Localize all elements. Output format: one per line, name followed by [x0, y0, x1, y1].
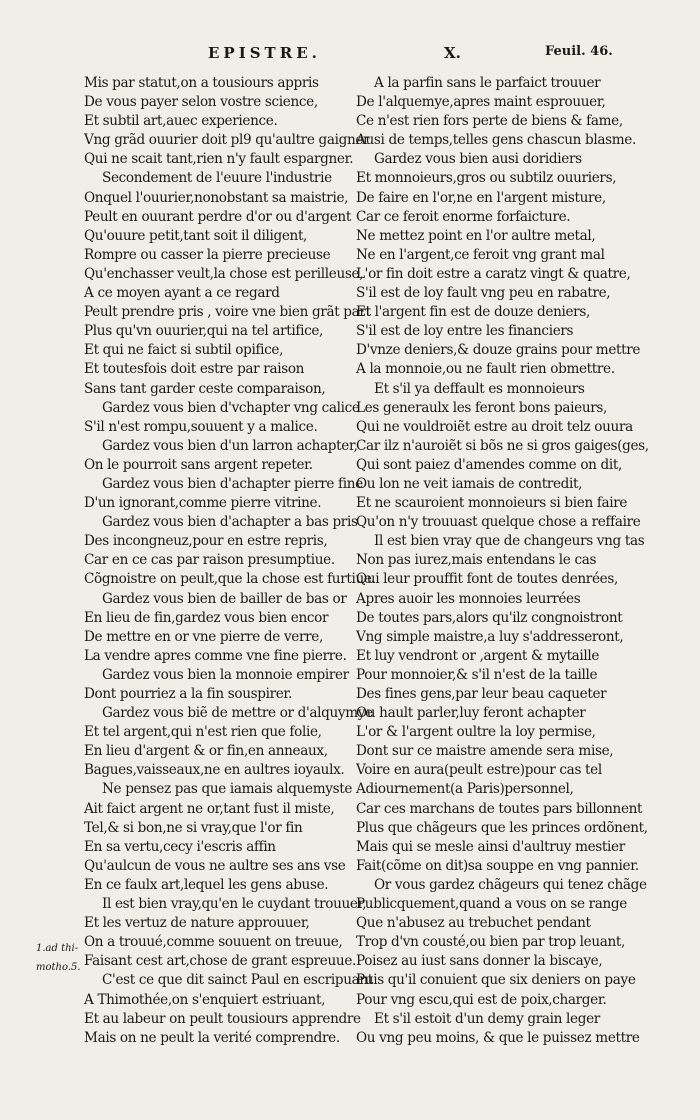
verse-line: Faisant cest art,chose de grant espreuue. [84, 953, 356, 970]
verse-line: Qu'enchasser veult,la chose est perilleuse, [84, 265, 364, 282]
verse-line: Trop d'vn cousté,ou bien par trop leuant, [356, 934, 625, 951]
verse-line: Gardez vous bien d'un larron achapter, [102, 437, 358, 454]
verse-line: Et les vertuz de nature approuuer, [84, 915, 310, 932]
verse-line: Dont pourriez a la fin souspirer. [84, 686, 293, 702]
verse-line: A la parfin sans le parfaict trouuer [374, 75, 601, 91]
verse-line: Plus qu'vn ouurier,qui na tel artifice, [84, 323, 324, 340]
verse-line: Pour vng escu,qui est de poix,charger. [356, 991, 607, 1008]
verse-line: En ce faulx art,lequel les gens abuse. [84, 876, 329, 893]
verse-line: De l'alquemye,apres maint esprouuer, [356, 94, 606, 111]
verse-line: Ne en l'argent,ce feroit vng grant mal [356, 246, 605, 263]
verse-line: Et toutesfois doit estre par raison [84, 361, 305, 378]
verse-line: Voire en aura(peult estre)pour cas tel [356, 762, 602, 779]
verse-line: Et qui ne faict si subtil opifice, [84, 342, 284, 359]
verse-line: Ausi de temps,telles gens chascun blasme. [356, 132, 636, 149]
margin-notes [36, 939, 81, 977]
verse-line: Qui sont paiez d'amendes comme on dit, [356, 456, 622, 473]
verse-line: Apres auoir les monnoies leurrées [356, 590, 581, 607]
verse-line: Adiournement(a Paris)personnel, [356, 781, 574, 798]
verse-line: Sans tant garder ceste comparaison, [84, 380, 326, 397]
verse-line: Vng grãd ouurier doit pl9 qu'aultre gaigner [84, 132, 370, 149]
verse-line: D'vnze deniers,& douze grains pour mettre [356, 342, 641, 359]
verse-line: Et l'argent fin est de douze deniers, [356, 304, 590, 321]
verse-line: Or vous gardez chãgeurs qui tenez chãge [374, 876, 647, 893]
verse-line: En lieu d'argent & or fin,en anneaux, [84, 743, 328, 760]
verse-line: Gardez vous bien d'achapter pierre fine [102, 475, 363, 492]
verse-line: En lieu de fin,gardez vous bien encor [84, 609, 329, 626]
verse-line: Peult prendre pris , voire vne bien grãt part [84, 304, 371, 321]
verse-line: De mettre en or vne pierre de verre, [84, 628, 323, 645]
verse-line: La vendre apres comme vne fine pierre. [84, 647, 347, 664]
verse-line: L'or fin doit estre a caratz vingt & quatre, [356, 265, 631, 282]
verse-line: C'est ce que dit sainct Paul en escripuant [102, 972, 373, 989]
verse-line: Ou hault parler,luy feront achapter [356, 705, 586, 722]
verse-line: Et tel argent,qui n'est rien que folie, [84, 724, 322, 741]
verse-line: Des incongneuz,pour en estre repris, [84, 533, 328, 550]
verse-line: A la monnoie,ou ne fault rien obmettre. [356, 361, 615, 378]
verse-line: Car ce feroit enorme forfaicture. [356, 208, 571, 225]
verse-line: Non pas iurez,mais entendans le cas [356, 552, 597, 569]
verse-line: Peult en ouurant perdre d'or ou d'argent [84, 208, 351, 225]
verse-line: S'il est de loy fault vng peu en rabatre, [356, 285, 611, 302]
verse-line: Tel,& si bon,ne si vray,que l'or fin [84, 819, 303, 836]
verse-line: Ce n'est rien fors perte de biens & fame, [356, 113, 623, 130]
verse-line: Les generaulx les feront bons paieurs, [356, 399, 607, 416]
verse-line: Et s'il ya deffault es monnoieurs [374, 380, 585, 397]
margin-note: motho.5. [36, 962, 81, 974]
verse-line: Et s'il estoit d'un demy grain leger [374, 1010, 600, 1027]
header-chapter: X. [444, 44, 461, 62]
verse-line: Il est bien vray,qu'en le cuydant trouuer, [102, 896, 367, 913]
verse-line: Onquel l'ouurier,nonobstant sa maistrie, [84, 189, 349, 206]
verse-line: Qu'on n'y trouuast quelque chose a reffaire [356, 514, 641, 531]
verse-line: Fait(cõme on dit)sa souppe en vng pannier. [356, 857, 639, 874]
verse-line: Ou vng peu moins, & que le puissez mettre [356, 1029, 640, 1046]
left-text-column [84, 74, 376, 1048]
verse-line: Rompre ou casser la pierre precieuse [84, 246, 331, 263]
margin-note: 1.ad thi- [36, 943, 79, 954]
verse-line: En sa vertu,cecy i'escris affin [84, 838, 276, 855]
verse-line: Mis par statut,on a tousiours appris [84, 75, 319, 91]
header-folio: Feuil. 46. [545, 44, 613, 59]
right-text-column [356, 74, 649, 1048]
verse-line: Gardez vous biẽ de mettre or d'alquymye [102, 705, 373, 722]
verse-line: Mais on ne peult la verité comprendre. [84, 1029, 340, 1046]
verse-line: Qu'aulcun de vous ne aultre ses ans vse [84, 857, 346, 874]
verse-line: On le pourroit sans argent repeter. [84, 456, 313, 473]
verse-line: Il est bien vray que de changeurs vng tas [374, 533, 645, 550]
verse-line: Cõgnoistre on peult,que la chose est furtiue. [84, 571, 376, 588]
verse-line: Ait faict argent ne or,tant fust il miste, [84, 800, 335, 817]
running-header [0, 44, 700, 68]
verse-line: S'il est de loy entre les financiers [356, 323, 574, 340]
verse-line: Gardez vous bien de bailler de bas or [102, 590, 347, 607]
verse-line: Gardez vous bien la monnoie empirer [102, 666, 349, 683]
verse-line: D'un ignorant,comme pierre vitrine. [84, 495, 322, 512]
verse-line: Publicquement,quand a vous on se range [356, 896, 627, 913]
verse-line: Des fines gens,par leur beau caqueter [356, 686, 607, 702]
verse-line: On a trouué,comme souuent on treuue, [84, 934, 343, 951]
header-title: EPISTRE. [208, 44, 321, 62]
verse-line: A Thimothée,on s'enquiert estriuant, [84, 991, 326, 1008]
verse-line: Gardez vous bien ausi doridiers [374, 151, 582, 168]
verse-line: Qui ne scait tant,rien n'y fault espargner. [84, 151, 354, 168]
verse-line: Ne mettez point en l'or aultre metal, [356, 227, 596, 244]
verse-line: Et subtil art,auec experience. [84, 113, 278, 130]
verse-line: Car ces marchans de toutes pars billonnent [356, 800, 643, 817]
verse-line: Car en ce cas par raison presumptiue. [84, 552, 335, 569]
verse-line: Mais qui se mesle ainsi d'aultruy mestier [356, 838, 625, 855]
verse-line: Dont sur ce maistre amende sera mise, [356, 743, 614, 760]
verse-line: Vng simple maistre,a luy s'addresseront, [356, 628, 624, 645]
verse-line: Gardez vous bien d'achapter a bas pris [102, 514, 358, 531]
verse-line: De faire en l'or,ne en l'argent misture, [356, 189, 606, 206]
verse-line: De vous payer selon vostre science, [84, 94, 318, 111]
verse-line: Gardez vous bien d'vchapter vng calice [102, 399, 360, 416]
verse-line: L'or & l'argent oultre la loy permise, [356, 724, 596, 741]
verse-line: Et ne scauroient monnoieurs si bien faire [356, 495, 628, 512]
verse-line: Et au labeur on peult tousiours apprendre [84, 1010, 361, 1027]
verse-line: Poisez au iust sans donner la biscaye, [356, 953, 603, 970]
verse-line: Secondement de l'euure l'industrie [102, 170, 332, 187]
verse-line: Qui ne vouldroiẽt estre au droit telz ouura [356, 418, 633, 435]
verse-line: S'il n'est rompu,souuent y a malice. [84, 418, 318, 435]
verse-line: Car ilz n'auroiẽt si bõs ne si gros gaiges(ges, [356, 437, 649, 454]
verse-line: Plus que chãgeurs que les princes ordõnent, [356, 819, 648, 836]
verse-line: Ne pensez pas que iamais alquemyste [102, 781, 353, 798]
verse-line: Pour monnoier,& s'il n'est de la taille [356, 666, 598, 683]
verse-line: Et luy vendront or ,argent & mytaille [356, 647, 600, 664]
verse-line: De toutes pars,alors qu'ilz congnoistront [356, 609, 623, 626]
verse-line: A ce moyen ayant a ce regard [84, 285, 280, 302]
verse-line: Puis qu'il conuient que six deniers on paye [356, 972, 636, 989]
verse-line: Qui leur prouffit font de toutes denrées, [356, 571, 618, 588]
verse-line: Qu'ouure petit,tant soit il diligent, [84, 227, 308, 244]
verse-line: Ou lon ne veit iamais de contredit, [356, 475, 583, 492]
verse-line: Et monnoieurs,gros ou subtilz ouuriers, [356, 170, 617, 187]
verse-line: Que n'abusez au trebuchet pendant [356, 915, 591, 932]
verse-line: Bagues,vaisseaux,ne en aultres ioyaulx. [84, 762, 345, 779]
